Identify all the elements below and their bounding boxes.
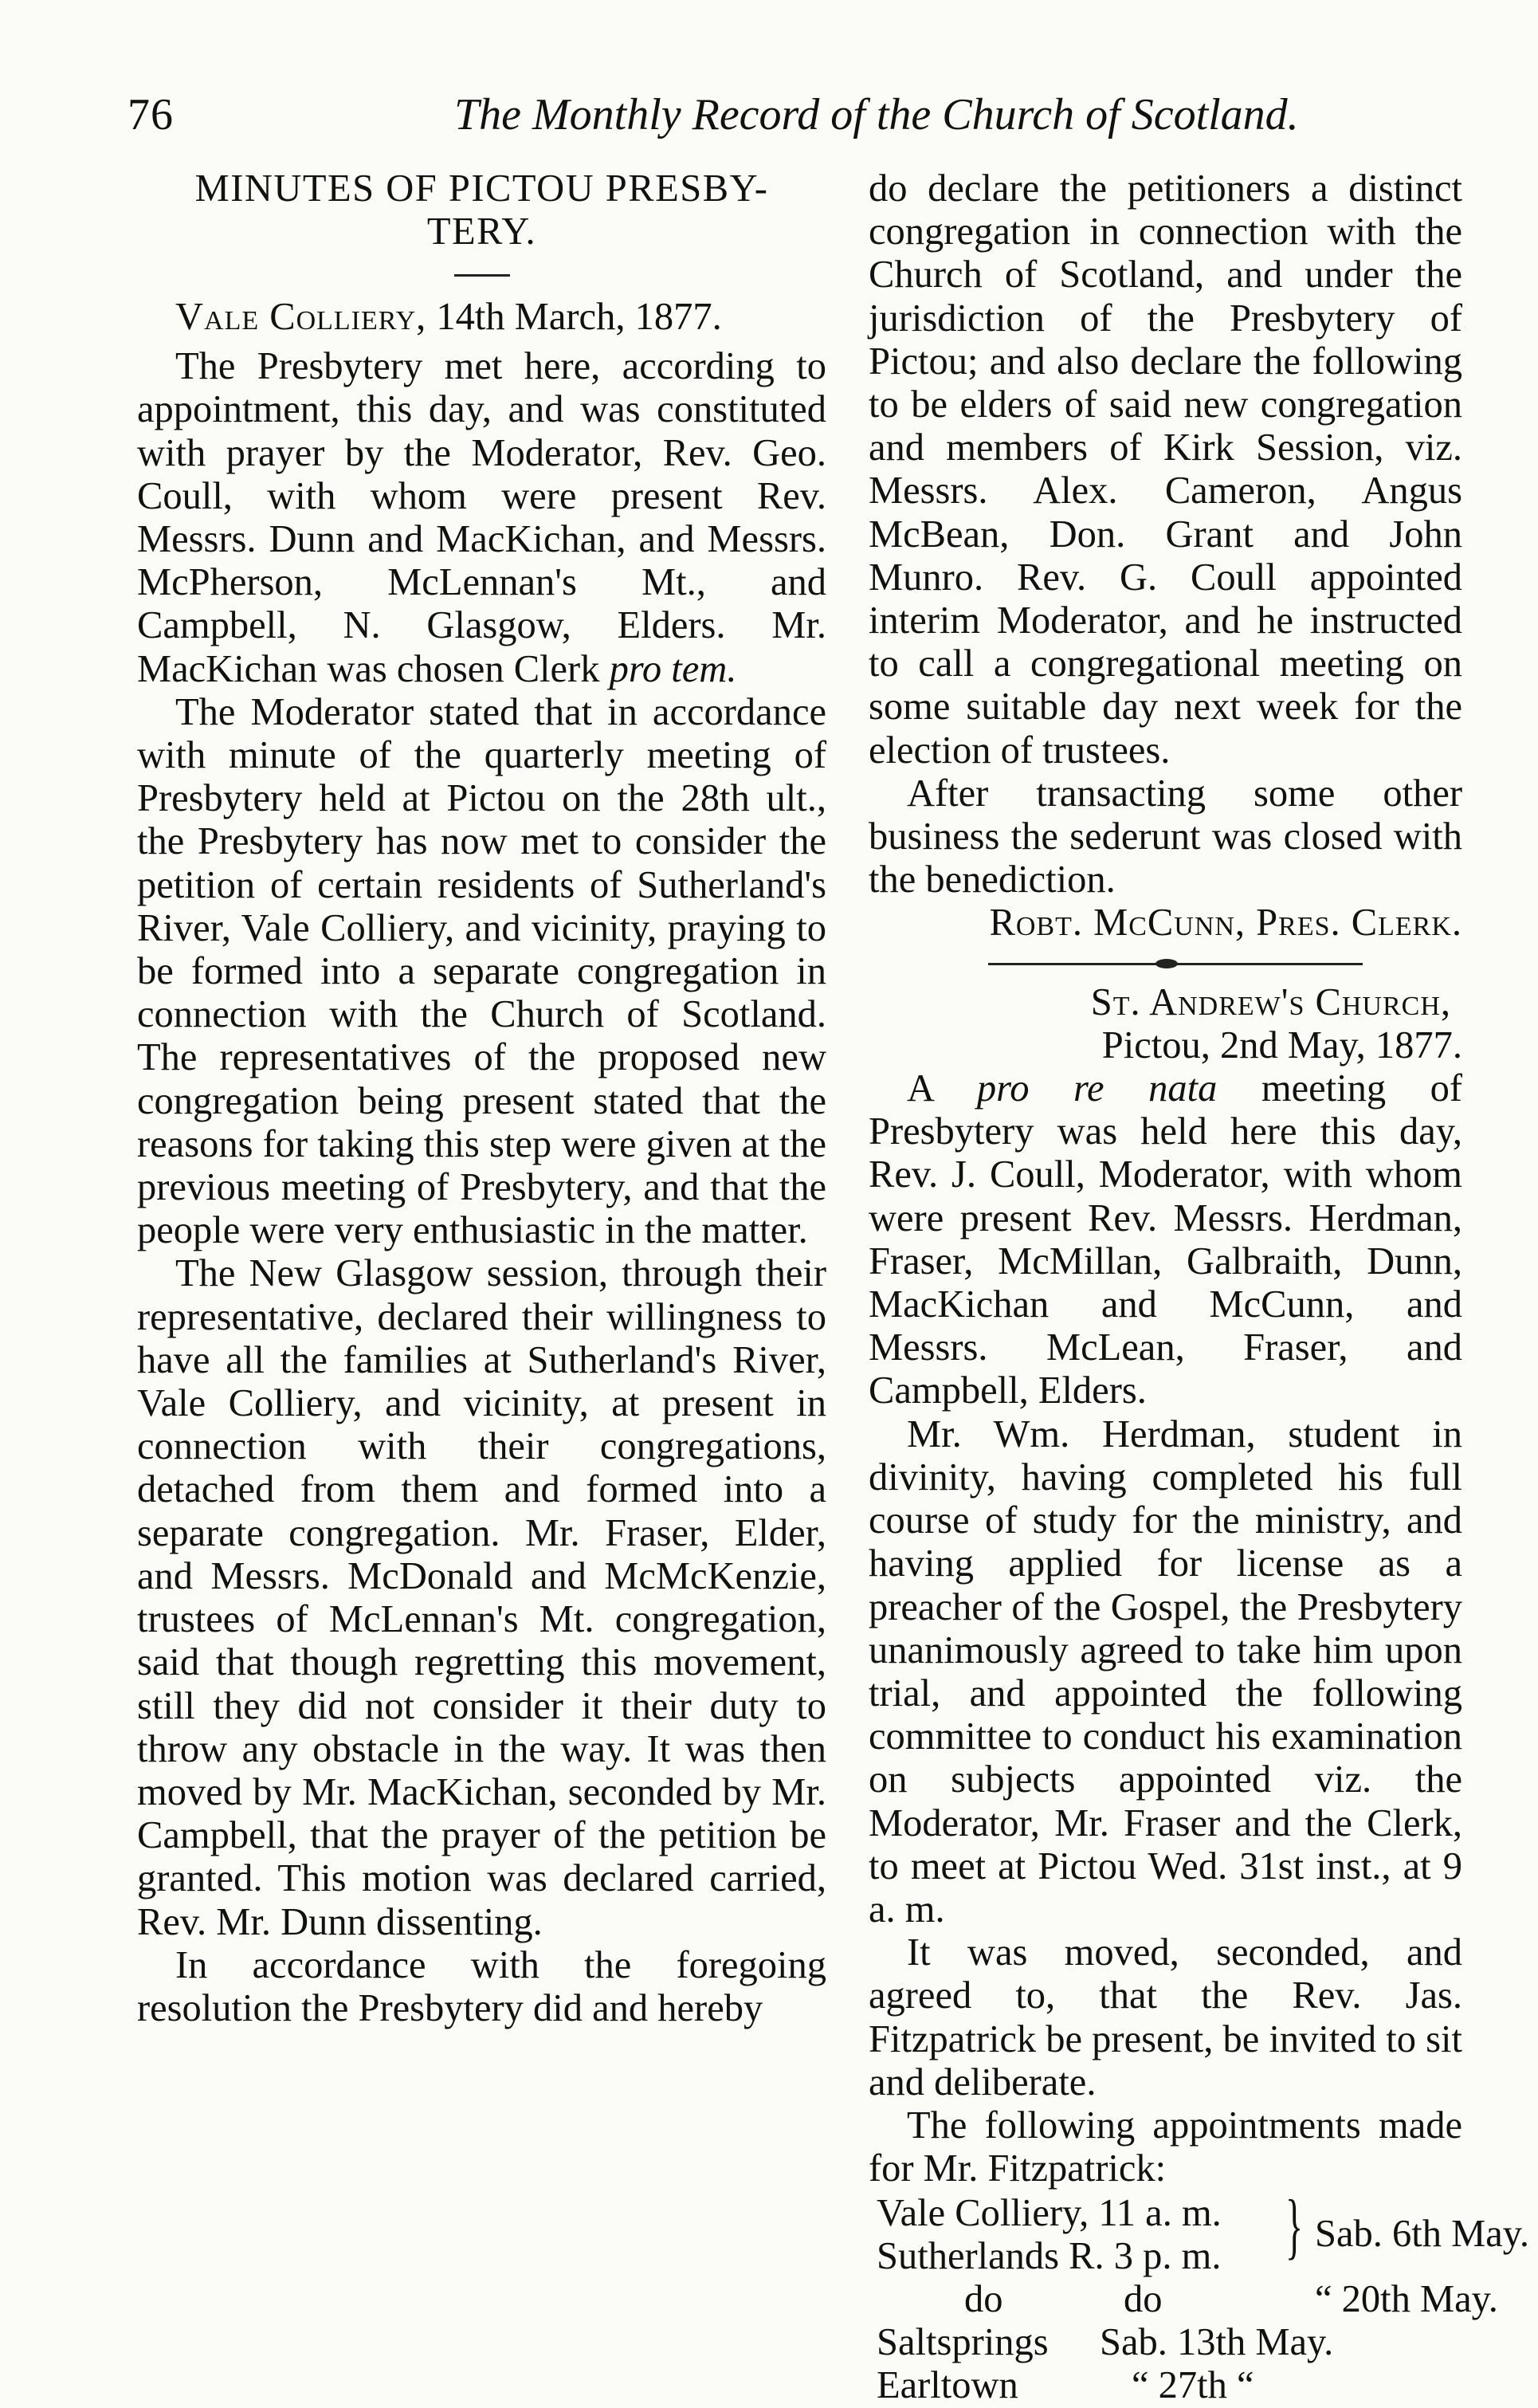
article-heading-line-1: MINUTES OF PICTOU PRESBY- — [194, 167, 769, 210]
dateline — [137, 296, 826, 339]
schedule-ditto: do — [964, 2278, 1003, 2321]
schedule-date: Sab. 13th May. — [1100, 2321, 1334, 2364]
dateline-place: Vale Colliery, — [175, 296, 427, 338]
schedule-place: Saltsprings — [877, 2321, 1049, 2364]
page-number: 76 — [128, 90, 174, 139]
schedule-place: Earltown — [877, 2364, 1018, 2407]
schedule-brace: } — [1285, 2185, 1304, 2267]
schedule-date: “ 20th May. — [1315, 2278, 1498, 2321]
schedule-date: Sab. 6th May. — [1315, 2213, 1529, 2256]
left-paragraph-1-text: The Presbytery met here, according to appointment, this day, and was constituted with prayer by the Moderator, Rev. Geo. Coull, with whom were present Rev. Messrs. Dunn and MacKichan, and Messrs. McPherson, McLennan's Mt., and Campbell, N. Glasgow, Elders. Mr. MacKichan was chosen Clerk — [137, 345, 826, 690]
left-column — [137, 167, 826, 2030]
right-paragraph-3 — [869, 1067, 1462, 1413]
schedule-row — [869, 2235, 1462, 2278]
place-line-1 — [869, 981, 1462, 1024]
page-header — [128, 89, 1466, 145]
section-divider — [988, 963, 1363, 965]
appointments-schedule — [869, 2185, 1529, 2407]
left-paragraph-1 — [137, 345, 826, 691]
right-paragraph-4: Mr. Wm. Herdman, student in divinity, having completed his full course of study for the ministry, and having applied for license as a preacher of the Gospel, the Presbytery unanimously agreed to take him upon trial, and appointed the following committee to conduct his examination on subjects appointed viz. the Moderator, Mr. Fraser and the Clerk, to meet at Pictou Wed. 31st inst., at 9 a. m. — [869, 1412, 1462, 1931]
schedule-row — [869, 2321, 1462, 2364]
article-heading-line-2: TERY. — [426, 210, 537, 253]
signature — [869, 902, 1462, 945]
left-paragraph-1-italic: pro tem. — [609, 647, 737, 690]
schedule-place: Vale Colliery, 11 a. m. — [877, 2192, 1222, 2235]
right-column — [869, 167, 1529, 2407]
place-line-1-text: St. Andrew's Church, — [1090, 980, 1451, 1023]
left-paragraph-2: The Moderator stated that in accordance with minute of the quarterly meeting of Presbytery held at Pictou on the 28th ult., the Presbytery has now met to consider the petition of certain residents of Sutherland's River, Vale Colliery, and vicinity, praying to be formed into a separate congregation in connection with the Church of Scotland. The representatives of the proposed new congregation being present stated that the reasons for taking this step were given at the previous meeting of Presbytery, and that the people were very enthusiastic in the matter. — [137, 690, 826, 1252]
divider-ornament — [1155, 959, 1178, 968]
left-paragraph-4: In accordance with the foregoing resolution the Presbytery did and hereby — [137, 1943, 826, 2029]
right-paragraph-3-italic: pro re nata — [976, 1067, 1218, 1110]
right-paragraph-5: It was moved, seconded, and agreed to, that the Rev. Jas. Fitzpatrick be present, be invited to sit and deliberate. — [869, 1931, 1462, 2104]
dateline-date: 14th March, 1877. — [436, 296, 722, 338]
schedule-ditto: do — [1124, 2278, 1163, 2321]
schedule-date: “ 27th “ — [1132, 2364, 1254, 2407]
place-line-2: Pictou, 2nd May, 1877. — [1101, 1023, 1462, 1067]
right-paragraph-2: After transacting some other business the sederunt was closed with the benediction. — [869, 772, 1462, 902]
schedule-place: Sutherlands R. 3 p. m. — [877, 2235, 1222, 2278]
running-title: The Monthly Record of the Church of Scotland. — [454, 90, 1299, 139]
schedule-row — [869, 2278, 1498, 2321]
right-paragraph-3-b: meeting of Presbytery was held here this day, Rev. J. Coull, Moderator, with whom were present Rev. Messrs. Herdman, Fraser, McMillan, Galbraith, Dunn, MacKichan and McCunn, and Messrs. McLean, Fraser, and Campbell, Elders. — [869, 1067, 1463, 1412]
right-paragraph-3-a: A — [907, 1067, 933, 1110]
left-paragraph-3: The New Glasgow session, through their representative, declared their willingness to have all the families at Sutherland's River, Vale Colliery, and vicinity, at present in connection with their congregations, detached from them and formed into a separate congregation. Mr. Fraser, Elder, and Messrs. McDonald and McMcKenzie, trustees of McLennan's Mt. congregation, said that though regretting this movement, still they did not consider it their duty to throw any obstacle in the way. It was then moved by Mr. MacKichan, seconded by Mr. Campbell, that the prayer of the petition be granted. This motion was declared carried, Rev. Mr. Dunn dissenting. — [137, 1252, 826, 1943]
schedule-row — [869, 2364, 1462, 2407]
signature-text: Robt. McCunn, Pres. Clerk. — [989, 902, 1462, 945]
right-paragraph-6: The following appointments made for Mr. Fitzpatrick: — [869, 2104, 1462, 2190]
heading-rule — [454, 274, 510, 277]
right-paragraph-1: do declare the petitioners a distinct congregation in connection with the Church of Scotland, and under the jurisdiction of the Presbytery of Pictou; and also declare the following to be elders of said new congregation and members of Kirk Session, viz. Messrs. Alex. Cameron, Angus McBean, Don. Grant and John Munro. Rev. G. Coull appointed interim Moderator, and he instructed to call a congregational meeting on some suitable day next week for the election of trustees. — [869, 167, 1462, 772]
